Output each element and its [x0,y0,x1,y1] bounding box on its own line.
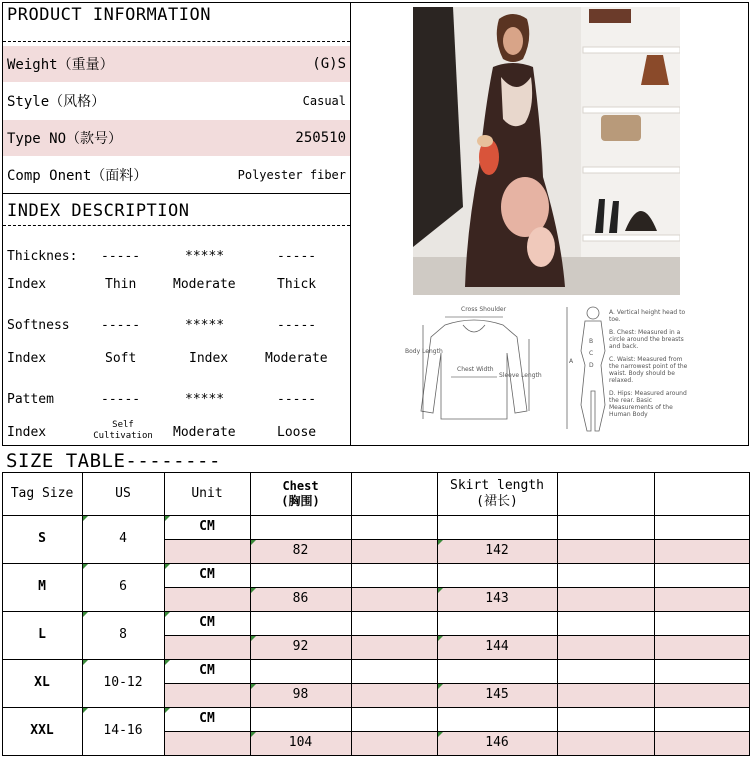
label-cross-shoulder: Cross Shoulder [461,306,507,313]
cell-corner-mark [251,684,256,689]
weight-row [3,46,350,82]
cell-unit: CM [199,615,215,630]
letter-b: B [589,338,594,345]
cell-corner-mark [438,636,443,641]
cell-tag-size: XXL [30,723,54,738]
component-value: Polyester fiber [237,168,346,182]
pattern-name: Pattem [7,392,54,407]
scale-high: ----- [277,392,317,407]
cell-chest: 104 [288,735,313,750]
cell-corner-mark [165,564,170,569]
letter-d: D [589,362,594,369]
cell-corner-mark [83,516,88,521]
cell-corner-mark [165,516,170,521]
grid-v [250,472,251,756]
cell-corner-mark [165,660,170,665]
label-sleeve-length: Sleeve Length [499,372,542,379]
letter-a: A [569,358,574,365]
cell-chest: 86 [292,591,309,606]
size-table-title: SIZE TABLE-------- [6,450,221,472]
cell-tag-size: L [38,627,46,642]
style-value: Casual [302,94,346,108]
cell-corner-mark [251,732,256,737]
cell-corner-mark [83,708,88,713]
cell-corner-mark [83,660,88,665]
row-pink-band [164,539,250,563]
cell-corner-mark [251,636,256,641]
index-label: Index [7,277,47,292]
header-tag-size: Tag Size [10,486,74,501]
cell-skirt-length: 146 [485,735,509,750]
cell-corner-mark [438,540,443,545]
cell-chest: 98 [292,687,309,702]
thickness-name: Thicknes: [7,249,78,264]
cell-skirt-length: 144 [485,639,509,654]
cell-unit: CM [199,519,215,534]
cell-corner-mark [251,540,256,545]
level-self-cultivation: Self Cultivation [93,420,153,441]
label-body-length: Body Length [405,348,443,355]
thickness-scale-row [3,246,350,268]
note-c: C. Waist: Measured from the narrowest point of the waist. Body should be relaxed. [609,356,688,384]
model-photo [413,7,680,295]
pattern-index-row [3,422,350,444]
header-skirt-length-cn: (裙长) [476,494,518,509]
cell-corner-mark [251,588,256,593]
level-thin: Thin [105,277,137,292]
cell-chest: 82 [292,543,309,558]
style-label: Style（风格） [7,94,106,110]
dash-divider [3,225,350,226]
cell-skirt-length: 143 [485,591,509,606]
scale-high: ----- [277,318,317,333]
level-moderate: Moderate [173,425,236,440]
level-moderate: Moderate [173,277,236,292]
level-loose: Loose [277,425,317,440]
softness-index-row [3,348,350,370]
cell-corner-mark [438,588,443,593]
cell-skirt-length: 142 [485,543,509,558]
weight-value: (G)S [312,56,346,72]
garment-measure-diagram [405,303,543,433]
note-b: B. Chest: Measured in a circle around the breasts and back. [609,329,684,350]
level-thick: Thick [277,277,317,292]
cell-skirt-length: 145 [485,687,509,702]
pattern-scale-row [3,389,350,411]
cell-unit: CM [199,663,215,678]
cell-us: 6 [119,579,127,594]
style-row [3,83,350,119]
label-chest-width: Chest Width [457,366,494,373]
cell-corner-mark [438,684,443,689]
header-skirt-length: Skirt length [450,478,544,493]
component-label: Comp Onent（面料） [7,168,148,184]
header-chest: Chest [282,479,319,493]
type-no-row [3,120,350,156]
type-no-value: 250510 [295,130,346,146]
scale-mid: ***** [185,318,225,333]
cell-corner-mark [83,564,88,569]
cell-corner-mark [83,612,88,617]
product-info-panel [2,2,351,446]
cell-tag-size: M [38,579,46,594]
product-image-panel [351,2,749,446]
cell-us: 4 [119,531,127,546]
softness-scale-row [3,315,350,337]
grid-v [351,472,352,756]
cell-us: 10-12 [103,675,143,690]
cell-us: 14-16 [103,723,143,738]
grid-v [557,472,558,756]
cell-tag-size: XL [34,675,50,690]
header-chest-cn: (胸围) [281,494,320,508]
scale-low: ----- [101,318,141,333]
letter-c: C [589,350,594,357]
note-a: A. Vertical height head to toe. [609,309,686,323]
cell-chest: 92 [292,639,309,654]
scale-mid: ***** [185,392,225,407]
scale-low: ----- [101,392,141,407]
cell-corner-mark [438,732,443,737]
index-label: Index [7,425,47,440]
header-us: US [115,486,131,501]
model-photo-illustration [413,7,680,295]
softness-name: Softness [7,318,70,333]
scale-mid: ***** [185,249,225,264]
dash-divider [3,41,350,42]
level-moderate: Moderate [265,351,328,366]
row-pink-band [164,635,250,659]
index-description-section [3,193,350,226]
type-no-label: Type NO（款号） [7,131,123,147]
component-row [3,157,350,193]
row-pink-band [164,587,250,611]
scale-high: ----- [277,249,317,264]
grid-h [2,755,749,756]
header-unit: Unit [191,486,223,501]
index-label: Index [7,351,47,366]
cell-unit: CM [199,711,215,726]
level-index: Index [189,351,229,366]
grid-v [437,472,438,756]
cell-tag-size: S [38,531,46,546]
note-d: D. Hips: Measured around the rear. Basic Measurements of the Human Body [609,390,687,418]
row-pink-band [164,683,250,707]
weight-label: Weight（重量） [7,57,114,73]
thickness-index-row [3,274,350,296]
cell-us: 8 [119,627,127,642]
cell-corner-mark [165,708,170,713]
row-pink-band [164,731,250,755]
body-measure-notes [609,309,689,418]
grid-v [654,472,655,756]
level-soft: Soft [105,351,137,366]
cell-unit: CM [199,567,215,582]
product-info-title: PRODUCT INFORMATION [7,5,211,25]
grid-v [749,472,750,756]
scale-low: ----- [101,249,141,264]
index-description-title: INDEX DESCRIPTION [7,201,190,221]
cell-corner-mark [165,612,170,617]
